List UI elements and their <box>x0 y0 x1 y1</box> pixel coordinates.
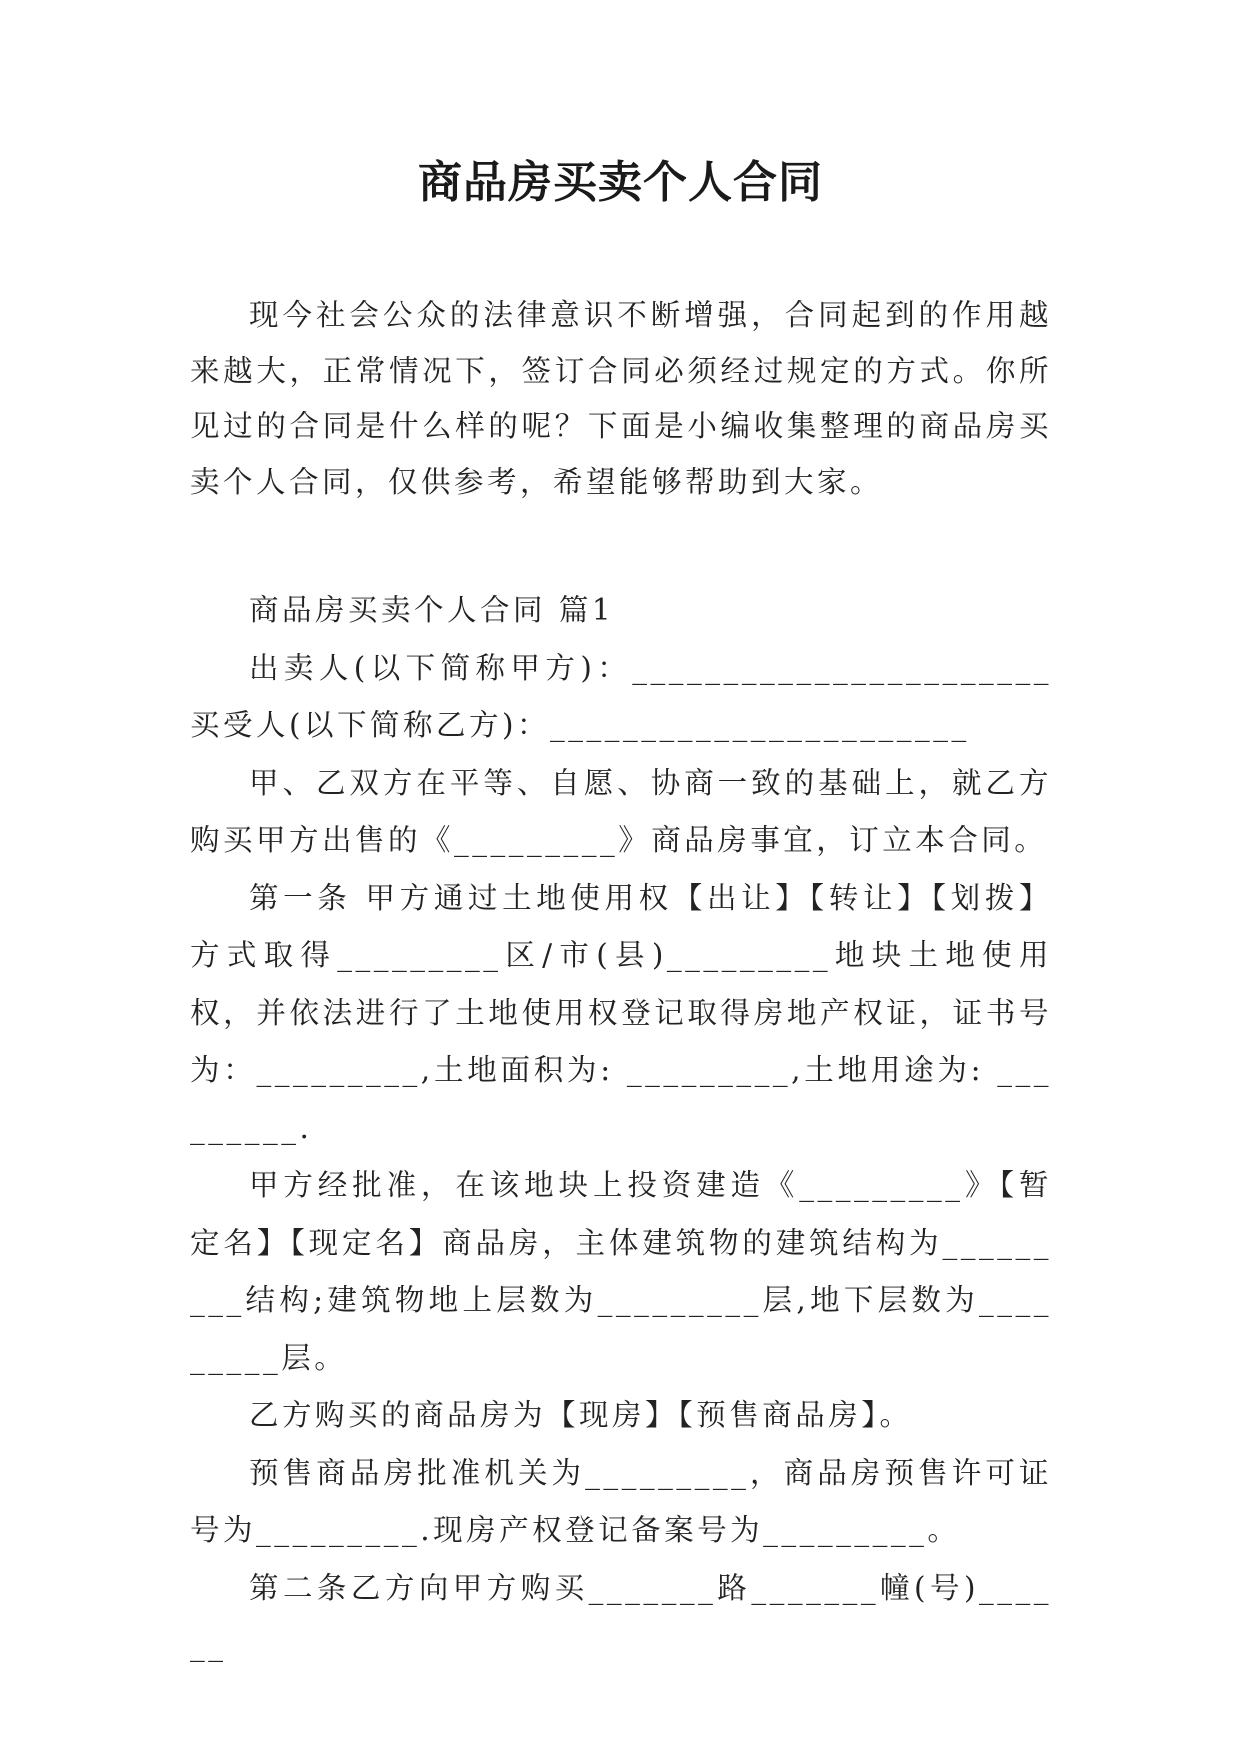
contract-section <box>190 582 1052 1675</box>
intro-section <box>190 288 1052 510</box>
construction-paragraph: 甲方经批准，在该地块上投资建造《_________》【暂定名】【现定名】商品房，主体建筑物的建筑结构为_________结构;建筑物地上层数为_________层,地下层数为_________层。 <box>190 1168 1052 1375</box>
property-type-paragraph: 乙方购买的商品房为【现房】【预售商品房】。 <box>249 1398 913 1432</box>
preamble-paragraph: 甲、乙双方在平等、自愿、协商一致的基础上，就乙方购买甲方出售的《_________》商品房事宜，订立本合同。 <box>190 765 1052 857</box>
document-title: 商品房买卖个人合同 <box>418 157 823 208</box>
parties-paragraph: 出卖人(以下简称甲方)：_______________________ 买受人(以下简称乙方)：_______________________ <box>190 650 1052 742</box>
intro-paragraph: 现今社会公众的法律意识不断增强，合同起到的作用越来越大，正常情况下，签订合同必须经过规定的方式。你所见过的合同是什么样的呢？下面是小编收集整理的商品房买卖个人合同，仅供参考，希望能够帮助到大家。 <box>190 298 1052 499</box>
article-2-paragraph: 第二条乙方向甲方购买_______路_______幢(号)______ <box>190 1570 1052 1662</box>
presale-permit-paragraph: 预售商品房批准机关为_________，商品房预售许可证号为_________.现房产权登记备案号为_________。 <box>190 1455 1052 1547</box>
contract-heading: 商品房买卖个人合同 篇1 <box>249 593 615 627</box>
article-1-paragraph: 第一条 甲方通过土地使用权【出让】【转让】【划拨】方式取得_________区/市(县)_________地块土地使用权，并依法进行了土地使用权登记取得房地产权证，证书号为：_________,土地面积为: _________,土地用途为: _________. <box>190 880 1052 1145</box>
